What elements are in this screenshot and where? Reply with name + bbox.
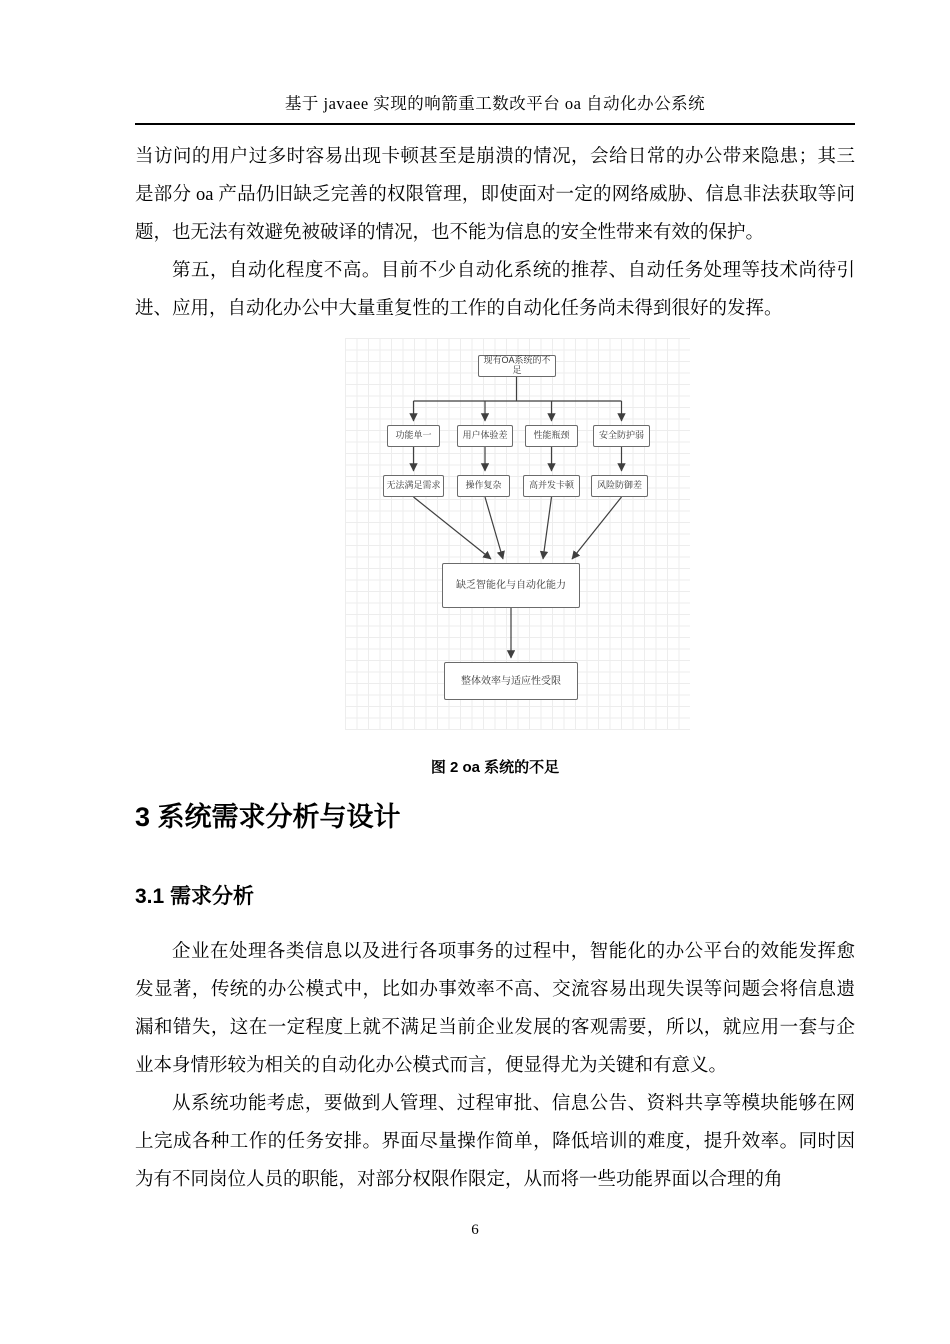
header-title: 基于 javaee 实现的响箭重工数改平台 oa 自动化办公系统 [284,94,706,113]
flowchart-node-row2-2: 性能瓶颈 [525,425,578,447]
flowchart-node-row3-2: 高并发卡顿 [523,475,580,497]
flowchart [345,338,690,730]
page-number: 6 [471,1222,479,1238]
paragraph-1: 当访问的用户过多时容易出现卡顿甚至是崩溃的情况，会给日常的办公带来隐患；其三是部分 oa 产品仍旧缺乏完善的权限管理，即使面对一定的网络威胁、信息非法获取等问题，也无法有效避免被破译的情况，也不能为信息的安全性带来有效的保护。 [135,147,855,243]
flowchart-node-merge: 缺乏智能化与自动化能力 [442,563,580,608]
flowchart-node-row3-3: 风险防御差 [591,475,648,497]
flowchart-node-result: 整体效率与适应性受限 [444,662,578,700]
page-content [135,138,855,1199]
figure-caption: 图 2 oa 系统的不足 [430,759,560,776]
paragraph-4: 从系统功能考虑，要做到人管理、过程审批、信息公告、资料共享等模块能够在网上完成各种工作的任务安排。界面尽量操作简单，降低培训的难度，提升效率。同时因为有不同岗位人员的职能，对部分权限作限定，从而将一些功能界面以合理的角 [135,1094,855,1190]
section-heading: 3 系统需求分析与设计 [135,802,401,832]
page-header [135,90,855,125]
flowchart-node-row3-1: 操作复杂 [457,475,510,497]
page-footer [0,1222,950,1239]
flowchart-node-row2-0: 功能单一 [387,425,440,447]
subsection-heading: 3.1 需求分析 [135,885,255,908]
paragraph-3: 企业在处理各类信息以及进行各项事务的过程中，智能化的办公平台的效能发挥愈发显著，传统的办公模式中，比如办事效率不高、交流容易出现失误等问题会将信息遗漏和错失，这在一定程度上就不满足当前企业发展的客观需要，所以，就应用一套与企业本身情形较为相关的自动化办公模式而言，便显得尤为关键和有意义。 [135,942,855,1076]
flowchart-node-row3-0: 无法满足需求 [383,475,444,497]
figure-oa-shortcomings [135,338,855,777]
flowchart-node-row2-1: 用户体验差 [457,425,513,447]
paragraph-2: 第五，自动化程度不高。目前不少自动化系统的推荐、自动任务处理等技术尚待引进、应用，自动化办公中大量重复性的工作的自动化任务尚未得到很好的发挥。 [135,261,855,319]
flowchart-node-root: 现有OA系统的不足 [478,355,556,377]
flowchart-node-row2-3: 安全防护弱 [593,425,650,447]
